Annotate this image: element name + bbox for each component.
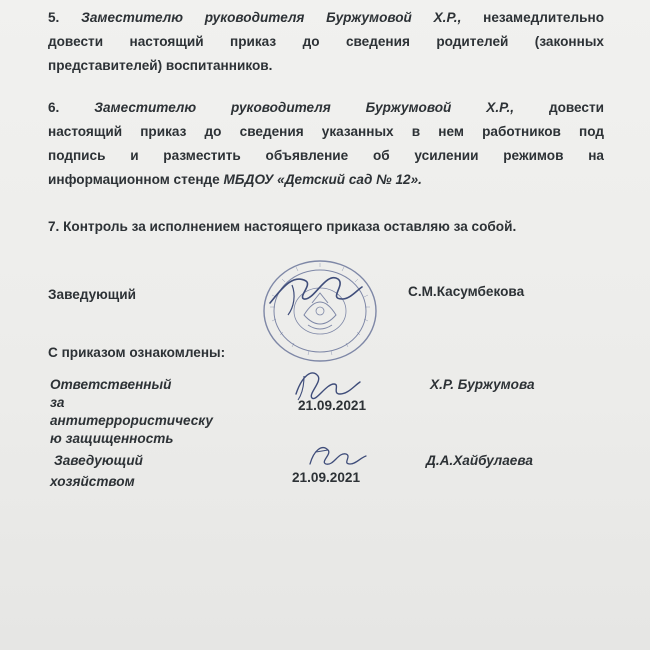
item-6-number: 6.	[48, 100, 60, 115]
signer-1-role-line-2: за	[50, 395, 65, 410]
item-6-italic-lead: Заместителю руководителя Буржумовой Х.Р.,	[94, 100, 515, 115]
signer-2-role-line-1: Заведующий	[54, 453, 143, 468]
signer-2-name: Д.А.Хайбулаева	[426, 453, 533, 468]
item-7: 7. Контроль за исполнением настоящего приказа оставляю за собой.	[48, 219, 517, 234]
item-6	[48, 96, 604, 192]
item-6-italic-tail: МБДОУ «Детский сад № 12».	[223, 172, 422, 187]
item-5	[48, 6, 604, 78]
signer-1-role-line-1: Ответственный	[50, 377, 172, 392]
item-5-number: 5.	[48, 10, 60, 25]
signer-1-name: Х.Р. Буржумова	[430, 377, 535, 392]
acquainted-label: С приказом ознакомлены:	[48, 345, 226, 360]
signer-1-role-line-3: антитеррористическу	[50, 413, 213, 428]
item-5-line-1: незамедлительно	[483, 10, 604, 25]
item-6-line-2: настоящий приказ до сведения указанных в нем работников под	[48, 124, 604, 139]
item-5-line-2: довести настоящий приказ до сведения родителей (законных	[48, 34, 604, 49]
item-6-after-lead: довести	[548, 100, 605, 115]
signer-2-date: 21.09.2021	[292, 470, 361, 485]
signer-2-role-line-2: хозяйством	[50, 474, 135, 489]
signer-1-role-line-4: ю защищенность	[50, 431, 174, 446]
item-5-italic-lead: Заместителю руководителя Буржумовой Х.Р.,	[81, 10, 462, 25]
stamp-icon	[252, 255, 382, 365]
head-name: С.М.Касумбекова	[408, 284, 525, 299]
head-title: Заведующий	[48, 287, 136, 302]
item-5-line-3: представителей) воспитанников.	[48, 58, 273, 73]
item-6-line-4: информационном стенде	[48, 172, 220, 187]
item-6-line-3: подпись и разместить объявление об усилении режимов на	[48, 148, 604, 163]
signer-1-date: 21.09.2021	[298, 398, 367, 413]
